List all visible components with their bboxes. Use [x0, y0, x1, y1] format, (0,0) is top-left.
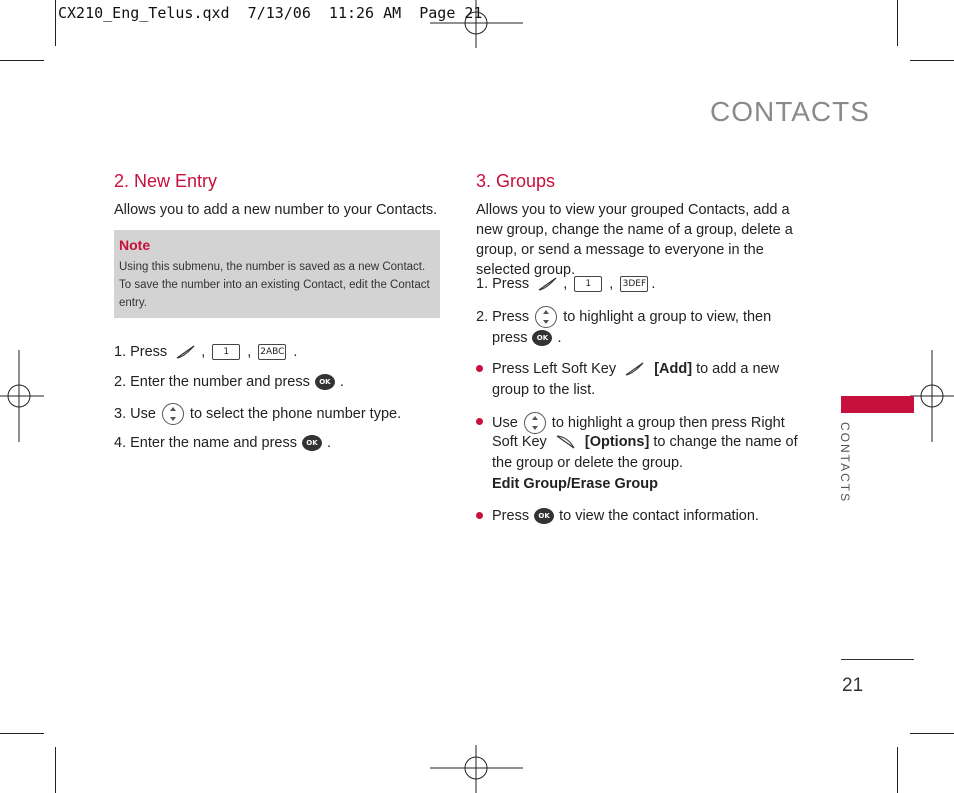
new-entry-intro: Allows you to add a new number to your Contacts.	[114, 202, 438, 218]
step-text: to add a new	[696, 361, 780, 377]
new-entry-step-1: 1. Press , 1 , 2ABC .	[114, 344, 298, 360]
ok-key-icon: OK	[302, 435, 322, 451]
step-text: to highlight a group then press Right	[551, 414, 785, 431]
groups-step-1: 1. Press , 1 , 3DEF .	[476, 276, 656, 292]
note-box	[114, 230, 440, 318]
new-entry-step-2: 2. Enter the number and press OK .	[114, 374, 344, 390]
step-text: 3. Use	[114, 405, 156, 422]
file-slug: CX210_Eng_Telus.qxd 7/13/06 11:26 AM Page 21	[58, 4, 483, 22]
bullet-dot	[476, 512, 483, 519]
groups-bullet-2	[492, 412, 785, 434]
step-text: 4. Enter the name and press	[114, 435, 297, 451]
groups-step-2	[476, 306, 771, 328]
key-3-icon: 3DEF	[620, 276, 648, 292]
step-text: Use	[492, 414, 518, 431]
groups-bullet-3	[492, 506, 759, 526]
ok-key-icon: OK	[532, 330, 552, 346]
step-text: to select the phone number type.	[189, 405, 402, 422]
options-label: [Options]	[584, 434, 650, 450]
nav-key-icon	[535, 306, 557, 328]
step-text: Press	[492, 508, 530, 524]
step-text: to change the name of	[653, 434, 798, 450]
groups-bullet-1	[492, 359, 779, 379]
section-tab	[841, 396, 914, 413]
note-title: Note	[119, 237, 151, 253]
ok-key-icon: OK	[534, 508, 554, 524]
key-2-icon: 2ABC	[258, 344, 286, 360]
page-title: CONTACTS	[710, 96, 870, 127]
groups-step-2-cont: press OK .	[492, 330, 562, 346]
page-number-rule	[841, 659, 914, 660]
step-text: Soft Key	[492, 434, 547, 450]
left-soft-key-icon	[623, 360, 647, 378]
step-text: Press Left Soft Key	[492, 361, 617, 377]
step-text: 1. Press	[476, 276, 530, 292]
groups-bullet-1-cont: group to the list.	[492, 382, 596, 398]
bullet-dot	[476, 418, 483, 425]
ok-key-icon: OK	[315, 374, 335, 390]
key-1-icon: 1	[212, 344, 240, 360]
key-1-icon: 1	[574, 276, 602, 292]
step-text: 1. Press	[114, 344, 168, 360]
groups-heading: 3. Groups	[476, 171, 556, 191]
step-text: 2. Enter the number and press	[114, 374, 310, 390]
left-soft-key-icon	[536, 275, 560, 293]
groups-bullet-2-line2	[492, 432, 798, 452]
note-body: Using this submenu, the number is saved as a new Contact. To save the number into an existing Contact, edit the Contact entry.	[119, 261, 430, 309]
right-soft-key-icon	[554, 433, 578, 451]
groups-bullet-2-line3: the group or delete the group.	[492, 455, 684, 471]
bullet-dot	[476, 365, 483, 372]
nav-key-icon	[524, 412, 546, 434]
page-number: 21	[842, 675, 864, 696]
new-entry-step-4: 4. Enter the name and press OK .	[114, 435, 332, 451]
edit-erase-group-label: Edit Group/Erase Group	[492, 476, 658, 492]
groups-intro: Allows you to view your grouped Contacts, add a new group, change the name of a group, delete a group, or send a message to everyone in the selected group.	[476, 202, 793, 278]
nav-key-icon	[162, 403, 184, 425]
step-text: press	[492, 330, 528, 346]
step-text: 2. Press	[476, 308, 530, 325]
new-entry-heading: 2. New Entry	[114, 171, 218, 191]
add-label: [Add]	[654, 361, 693, 377]
step-text: to view the contact information.	[559, 508, 759, 524]
step-text: to highlight a group to view, then	[563, 308, 772, 325]
side-label: CONTACTS	[838, 422, 852, 504]
new-entry-step-3	[114, 403, 401, 425]
left-soft-key-icon	[174, 343, 198, 361]
